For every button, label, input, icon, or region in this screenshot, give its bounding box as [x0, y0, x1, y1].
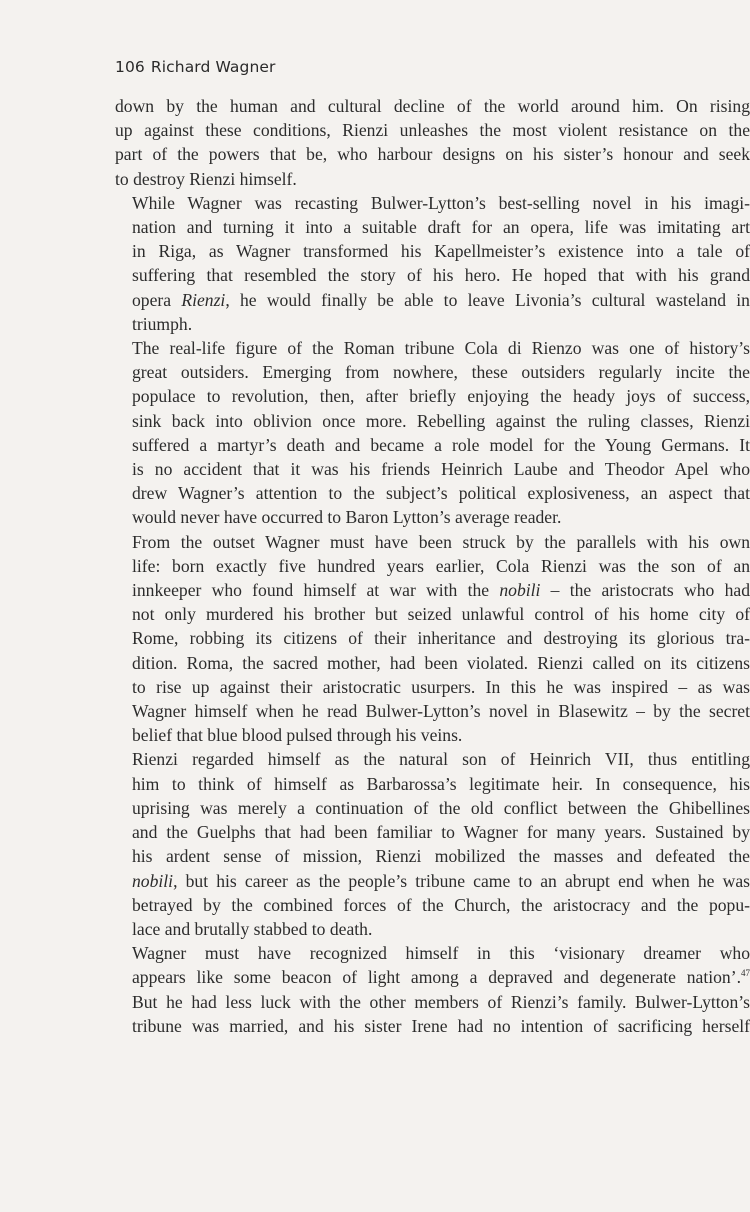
- text-line: [115, 675, 750, 699]
- text-line: [115, 118, 750, 142]
- text-span: While Wagner was recasting Bulwer-Lytton’s best-selling novel in his imagi-: [132, 192, 750, 213]
- text-line: [115, 578, 750, 602]
- text-line: [115, 893, 750, 917]
- text-span: , he would finally be able to leave Livonia’s cultural wasteland in: [225, 289, 750, 310]
- text-line: [115, 602, 750, 626]
- text-span: But he had less luck with the other members of Rienzi’s family. Bulwer-Lytton’s: [132, 991, 750, 1012]
- text-line: [115, 433, 750, 457]
- text-line: [115, 263, 750, 287]
- text-span: and the Guelphs that had been familiar to Wagner for many years. Sustained by: [132, 822, 750, 843]
- text-line: [115, 796, 750, 820]
- text-span: nation and turning it into a suitable draft for an opera, life was imitating art: [132, 217, 750, 238]
- text-span: uprising was merely a continuation of the old conflict between the Ghibellines: [132, 797, 750, 818]
- text-line: [115, 844, 750, 868]
- text-span: appears like some beacon of light among a depraved and degenerate nation’.: [132, 967, 741, 988]
- text-span: Wagner must have recognized himself in this ‘visionary dreamer who: [132, 943, 750, 964]
- paragraph: [115, 530, 750, 748]
- paragraph: [115, 191, 750, 336]
- text-span: From the outset Wagner must have been struck by the parallels with his own: [132, 531, 750, 552]
- text-span: dition. Roma, the sacred mother, had been violated. Rienzi called on its citizens: [132, 652, 750, 673]
- text-line: [115, 626, 750, 650]
- text-span: Rome, robbing its citizens of their inheritance and destroying its glorious tra-: [132, 628, 750, 649]
- text-line: [115, 191, 750, 215]
- text-line: [115, 481, 750, 505]
- text-span: suffering that resembled the story of his hero. He hoped that with his grand: [132, 265, 750, 286]
- text-line: [115, 409, 750, 433]
- text-span: tribune was married, and his sister Irene had no intention of sacrificing herself: [132, 1015, 750, 1036]
- text-span: drew Wagner’s attention to the subject’s political explosiveness, an aspect that: [132, 483, 750, 504]
- text-line: [115, 530, 750, 554]
- italic-text: nobili: [499, 580, 541, 601]
- text-span: opera: [132, 289, 182, 310]
- text-span: part of the powers that be, who harbour designs on his sister’s honour and seek: [115, 144, 750, 165]
- book-page: [115, 58, 750, 1038]
- text-line: [115, 239, 750, 263]
- text-line: [115, 772, 750, 796]
- text-span: his ardent sense of mission, Rienzi mobilized the masses and defeated the: [132, 846, 750, 867]
- text-line: [115, 215, 750, 239]
- text-span: to destroy Rienzi himself.: [115, 168, 297, 189]
- text-line: [115, 94, 750, 118]
- text-span: betrayed by the combined forces of the Church, the aristocracy and the popu-: [132, 894, 750, 915]
- text-span: innkeeper who found himself at war with the: [132, 580, 500, 601]
- text-line: [115, 820, 750, 844]
- text-span: populace to revolution, then, after briefly enjoying the heady joys of success,: [132, 386, 750, 407]
- text-span: great outsiders. Emerging from nowhere, these outsiders regularly incite the: [132, 362, 750, 383]
- text-line: [115, 457, 750, 481]
- page-number: 106: [115, 58, 145, 76]
- text-line: [115, 288, 750, 312]
- text-span: lace and brutally stabbed to death.: [132, 918, 373, 939]
- text-span: The real-life figure of the Roman tribune Cola di Rienzo was one of history’s: [132, 338, 750, 359]
- italic-text: Rienzi: [181, 289, 226, 310]
- running-head-title: Richard Wagner: [150, 58, 276, 76]
- text-line: [115, 505, 750, 529]
- text-span: not only murdered his brother but seized unlawful control of his home city of: [132, 604, 750, 625]
- paragraph: [115, 94, 750, 191]
- text-span: – the aristocrats who had: [540, 580, 750, 601]
- text-line: [115, 941, 750, 965]
- paragraph: [115, 941, 750, 1038]
- text-line: [115, 723, 750, 747]
- text-span: life: born exactly five hundred years earlier, Cola Rienzi was the son of an: [132, 555, 750, 576]
- text-span: suffered a martyr’s death and became a role model for the Young Germans. It: [132, 434, 750, 455]
- text-line: [115, 312, 750, 336]
- text-span: to rise up against their aristocratic usurpers. In this he was inspired – as was: [132, 676, 750, 697]
- text-line: [115, 142, 750, 166]
- text-line: [115, 917, 750, 941]
- footnote-ref: 47: [741, 968, 750, 979]
- text-line: [115, 360, 750, 384]
- text-line: [115, 336, 750, 360]
- text-span: Rienzi regarded himself as the natural son of Heinrich VII, thus entitling: [132, 749, 750, 770]
- text-span: is no accident that it was his friends Heinrich Laube and Theodor Apel who: [132, 459, 750, 480]
- text-line: [115, 747, 750, 771]
- text-span: him to think of himself as Barbarossa’s legitimate heir. In consequence, his: [132, 773, 750, 794]
- text-line: [115, 699, 750, 723]
- text-span: sink back into oblivion once more. Rebelling against the ruling classes, Rienzi: [132, 410, 750, 431]
- paragraph: [115, 336, 750, 530]
- paragraph: [115, 747, 750, 941]
- text-span: Wagner himself when he read Bulwer-Lytton’s novel in Blasewitz – by the secret: [132, 701, 750, 722]
- text-line: [115, 869, 750, 893]
- text-line: [115, 990, 750, 1014]
- text-line: [115, 1014, 750, 1038]
- text-line: [115, 554, 750, 578]
- text-line: [115, 965, 750, 989]
- italic-text: nobili: [132, 870, 174, 891]
- body-text: [115, 94, 750, 1038]
- text-line: [115, 384, 750, 408]
- text-span: up against these conditions, Rienzi unleashes the most violent resistance on the: [115, 120, 750, 141]
- text-span: , but his career as the people’s tribune came to an abrupt end when he was: [173, 870, 750, 891]
- text-span: belief that blue blood pulsed through his veins.: [132, 725, 463, 746]
- text-line: [115, 651, 750, 675]
- text-span: in Riga, as Wagner transformed his Kapellmeister’s existence into a tale of: [132, 241, 750, 262]
- text-line: [115, 167, 750, 191]
- text-span: down by the human and cultural decline of the world around him. On rising: [115, 96, 750, 116]
- text-span: would never have occurred to Baron Lytton’s average reader.: [132, 507, 562, 528]
- running-head: [115, 58, 750, 76]
- text-span: triumph.: [132, 313, 193, 334]
